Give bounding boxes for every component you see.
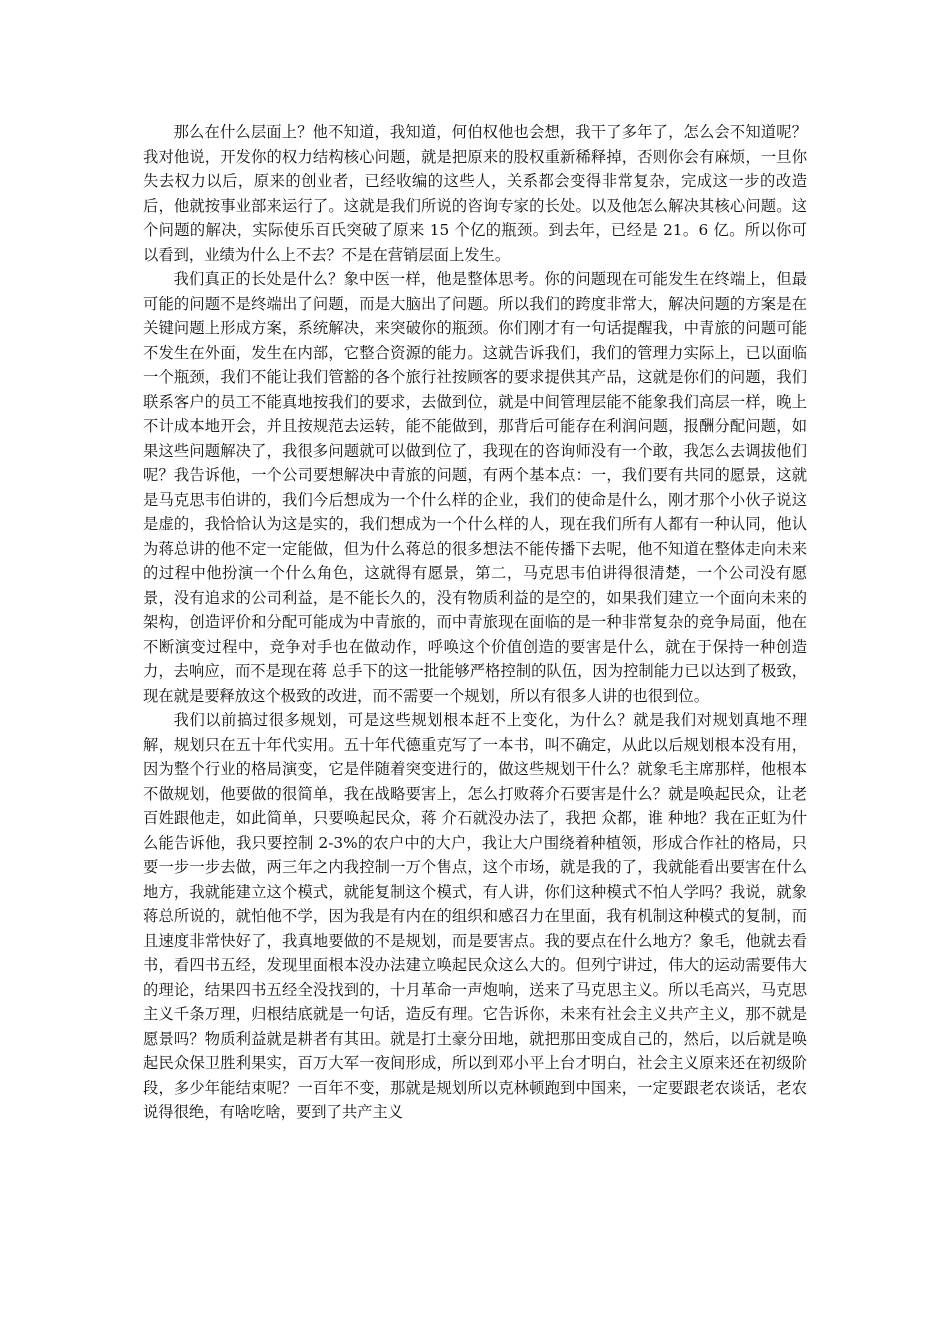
paragraph-3: 我们以前搞过很多规划，可是这些规划根本赶不上变化，为什么？就是我们对规划真地不理解，规划只在五十年代实用。五十年代德重克写了一本书，叫不确定，从此以后规划根本没有用，因为整个行业的格局演变，它是伴随着突变进行的，做这些规划干什么？就象毛主席那样，他根本不做规划，他要做的很简单，我在战略要害上，怎么打败蒋介石要害是什么？就是唤起民众，让老百姓跟他走，如此简单，只要唤起民众，蒋 介石就没办法了，我把 众都，谁 种地？我在正虹为什么能告诉他，我只要控制 2-3%的农户中的大户，我让大户围绕着种植领，形成合作社的格局，只要一步一步去做，两三年之内我控制一万个售点，这个市场，就是我的了，我就能看出要害在什么地方，我就能建立这个模式，就能复制这个模式，有人讲，你们这种模式不怕人学吗？我说，就象蒋总所说的，就怕他不学，因为我是有内在的组织和感召力在里面，我有机制这种模式的复制，而且速度非常快好了，我真地要做的不是规划，而是要害点。我的要点在什么地方？象毛，他就去看书，看四书五经，发现里面根本没办法建立唤起民众这么大的。但列宁讲过，伟大的运动需要伟大的理论，结果四书五经全没找到的，十月革命一声炮响，送来了马克思主义。所以毛高兴，马克思主义千条万理，归根结底就是一句话，造反有理。它告诉你，未来有社会主义共产主义，那不就是愿景吗？物质利益就是耕者有其田。就是打土豪分田地，就把那田变成自己的，然后，以后就是唤起民众保卫胜利果实，百万大军一夜间形成，所以到邓小平上台才明白，社会主义原来还在初级阶段，多少年能结束呢？一百年不变，那就是规划所以克林顿跑到中国来，一定要跟老农谈话，老农说得很绝，有啥吃啥，要到了共产主义 xyxy=(143,711,807,1121)
document-body xyxy=(143,120,807,1125)
paragraph-1: 那么在什么层面上？他不知道，我知道，何伯权他也会想，我干了多年了，怎么会不知道呢？我对他说，开发你的权力结构核心问题，就是把原来的股权重新稀释掉，否则你会有麻烦，一旦你失去权力以后，原来的创业者，已经收编的这些人，关系都会变得非常复杂，完成这一步的改造后，他就按事业部来运行了。这就是我们所说的咨询专家的长处。以及他怎么解决其核心问题。这个问题的解决，实际使乐百氏突破了原来 15 个亿的瓶颈。到去年，已经是 21。6 亿。所以你可以看到，业绩为什么上不去？不是在营销层面上发生。 xyxy=(143,123,807,264)
paragraph-2: 我们真正的长处是什么？象中医一样，他是整体思考。你的问题现在可能发生在终端上，但最可能的问题不是终端出了问题，而是大脑出了问题。所以我们的跨度非常大，解决问题的方案是在关键问题上形成方案，系统解决，来突破你的瓶颈。你们刚才有一句话提醒我，中青旅的问题可能不发生在外面，发生在内部，它整合资源的能力。这就告诉我们，我们的管理力实际上，已以面临一个瓶颈，我们不能让我们管豁的各个旅行社按顾客的要求提供其产品，这就是你们的问题，我们联系客户的员工不能真地按我们的要求，去做到位，就是中间管理层能不能象我们高层一样，晚上不计成本地开会，并且按规范去运转，能不能做到，那背后可能存在利润问题，报酬分配问题，如果这些问题解决了，我很多问题就可以做到位了，我现在的咨询师没有一个敢，我怎么去调拔他们呢？我告诉他，一个公司要想解决中青旅的问题，有两个基本点：一，我们要有共同的愿景，这就是马克思韦伯讲的，我们今后想成为一个什么样的企业，我们的使命是什么，刚才那个小伙子说这是虚的，我恰恰认为这是实的，我们想成为一个什么样的人，现在我们所有人都有一种认同，他认为蒋总讲的他不定一定能做，但为什么蒋总的很多想法不能传播下去呢，他不知道在整体走向未来的过程中他扮演一个什么角色，这就得有愿景，第二，马克思韦伯讲得很清楚，一个公司没有愿景，没有追求的公司利益，是不能长久的，没有物质利益的是空的，如果我们建立一个面向未来的架构，创造评价和分配可能成为中青旅的，而中青旅现在面临的是一种非常复杂的竞争局面，他在不断演变过程中，竞争对手也在做动作，呼唤这个价值创造的要害是什么，就在于保持一种创造力，去响应，而不是现在蒋 总手下的这一批能够严格控制的队伍，因为控制能力已以达到了极致，现在就是要释放这个极致的改进，而不需要一个规划，所以有很多人讲的也很到位。 xyxy=(143,270,807,705)
